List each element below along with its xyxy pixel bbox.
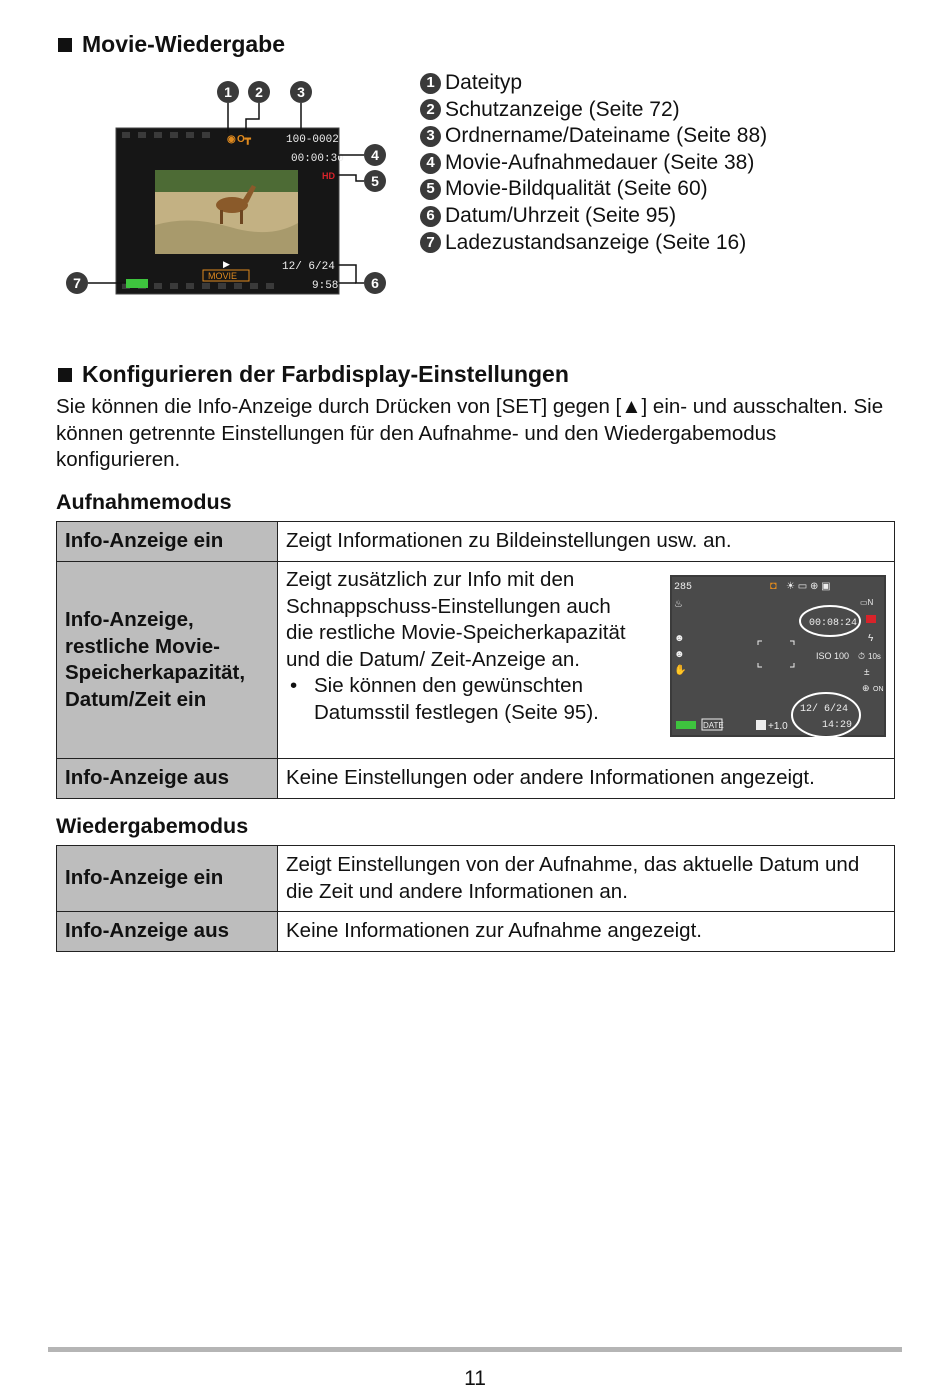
svg-text:2: 2 [255,84,263,100]
ev-shift-icon: ± [864,667,870,678]
square-bullet-icon [58,38,72,52]
section-title: Konfigurieren der Farbdisplay-Einstellungen [82,361,569,387]
svg-text:6: 6 [371,275,379,291]
legend-item [420,70,767,97]
aufnahme-table [56,521,895,799]
legend-text: Schutzanzeige (Seite 72) [445,97,680,121]
callout-6-icon [364,272,386,294]
square-bullet-icon [58,368,72,382]
bullet-text: Sie können den gewünschten Datumsstil festlegen (Seite 95). [314,674,599,724]
wiedergabe-table [56,845,895,952]
playback-date: 12/ 6/24 [282,261,335,273]
play-icon: ▶ [223,259,230,269]
section-heading-farbdisplay [58,361,569,388]
ev-value: +1.0 [768,721,788,732]
protect-key-icon: O┳ [237,134,251,145]
rec-date: 12/ 6/24 [800,704,849,715]
grid-icon: ⊕ [862,683,870,693]
scene-icon: ♨ [674,599,683,610]
movie-label: MOVIE [208,271,238,281]
bullet-item [286,673,636,726]
legend-item [420,150,767,177]
subheading-aufnahmemodus: Aufnahmemodus [56,490,232,514]
svg-text:4: 4 [371,147,379,163]
legend-text: Movie-Bildqualität (Seite 60) [445,177,708,201]
table-value: Zeigt zusätzlich zur Info mit den Schnappschuss-Einstellungen auch die restliche Movie-Speicherkapazität und die Datum/ Zeit-Anzeige an. [286,568,626,671]
table-value: Keine Einstellungen oder andere Informationen angezeigt. [278,759,895,799]
legend-text: Ladezustandsanzeige (Seite 16) [445,230,747,254]
subheading-wiedergabemodus: Wiedergabemodus [56,814,249,838]
face-detect-icon: ☻ [674,633,685,644]
legend-item [420,123,767,150]
svg-text:3: 3 [297,84,305,100]
rec-screen-figure [670,575,886,737]
legend-number-icon: 1 [420,73,441,94]
legend-item [420,176,767,203]
svg-text:5: 5 [371,173,379,189]
self-timer-icon: ⏱ [858,651,866,661]
section-title: Movie-Wiedergabe [82,31,286,57]
self-timer-value: 10s [868,652,881,661]
table-key: Info-Anzeige ein [57,522,278,562]
movie-remaining: 00:08:24 [809,618,858,629]
bullet-dot-icon: • [290,674,298,697]
iso-value: ISO 100 [816,651,850,661]
callout-5-icon [364,170,386,192]
legend-text: Datum/Uhrzeit (Seite 95) [445,203,677,227]
footer-rule [48,1347,902,1352]
legend-number-icon: 4 [420,153,441,174]
svg-text:1: 1 [224,84,232,100]
table-value: Zeigt Einstellungen von der Aufnahme, das aktuelle Datum und die Zeit und andere Informationen an. [278,846,895,912]
ev-icon [756,720,766,730]
movie-quality: HD [322,171,335,181]
legend-item [420,97,767,124]
face-detect-2-icon: ☻ [674,649,685,660]
legend-number-icon: 7 [420,232,441,253]
callout-7-icon [66,272,88,294]
date-label: DATE [703,721,724,730]
legend-number-icon: 5 [420,179,441,200]
table-key: Info-Anzeige aus [57,759,278,799]
battery-icon [126,279,148,288]
legend-text: Dateityp [445,71,523,94]
rec-time: 14:29 [822,720,853,731]
table-value: Keine Informationen zur Aufnahme angezeigt. [278,912,895,952]
deer-photo [155,170,298,254]
legend-item [420,230,767,257]
stabilizer-icon: ✋ [674,665,687,676]
figure-legend [420,70,767,256]
table-key: Info-Anzeige ein [57,846,278,912]
movie-playback-figure [60,75,400,305]
legend-number-icon: 6 [420,206,441,227]
legend-text: Ordnername/Dateiname (Seite 88) [445,124,768,148]
movie-type-icon: ◉ [227,134,236,145]
legend-number-icon: 2 [420,99,441,120]
grid-on-label: ON [873,686,884,693]
legend-text: Movie-Aufnahmedauer (Seite 38) [445,150,755,174]
table-key: Info-Anzeige aus [57,912,278,952]
svg-text:7: 7 [73,275,81,291]
table-value: Zeigt Informationen zu Bildeinstellungen usw. an. [278,522,895,562]
legend-item [420,203,767,230]
callout-2-icon [248,81,270,103]
camera-mode-icon: ◘ [770,580,777,592]
shots-remaining: 285 [674,582,693,593]
flash-settings-icon: ☀ ▭ ⊕ ▣ [786,581,831,592]
callout-3-icon [290,81,312,103]
table-value-cell [278,562,895,759]
table-row [57,912,895,952]
movie-duration: 00:00:30 [291,153,344,165]
table-row [57,846,895,912]
callout-1-icon [217,81,239,103]
callout-4-icon [364,144,386,166]
battery-icon [676,721,696,729]
table-row [57,562,895,759]
flash-icon: ϟ [868,633,874,644]
table-row [57,522,895,562]
playback-time: 9:58 [312,280,339,292]
intro-paragraph: Sie können die Info-Anzeige durch Drücken von [SET] gegen [▲] ein- und ausschalten. Sie können getrennte Einstellungen für den Aufnahme- und den Wiedergabemodus konfigurieren. [56,395,884,471]
page-number: 11 [464,1367,486,1390]
file-number: 100-0002 [286,134,339,146]
table-key: Info-Anzeige, restliche Movie-Speicherkapazität, Datum/Zeit ein [57,562,278,759]
table-row [57,759,895,799]
legend-number-icon: 3 [420,126,441,147]
quality-icon: ▭N [860,598,874,607]
movie-rec-icon [866,615,876,623]
section-heading-movie-wiedergabe [58,31,285,58]
